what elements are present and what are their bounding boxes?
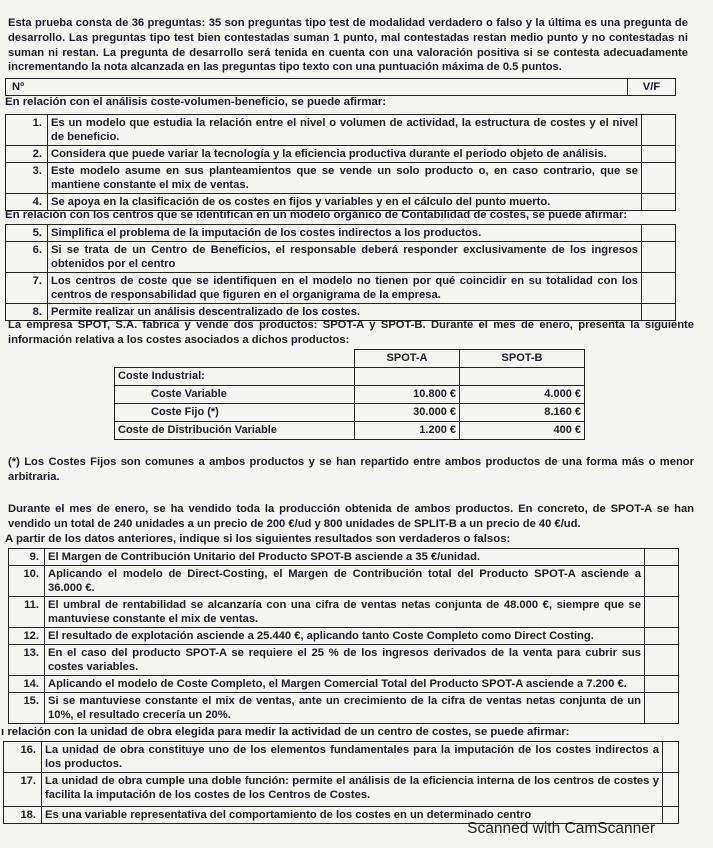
answer-cell[interactable] [642, 163, 676, 194]
question-number: 12. [9, 628, 45, 645]
question-number: 17. [4, 773, 42, 807]
answer-cell[interactable] [663, 742, 679, 773]
question-row [6, 273, 676, 304]
col-spot-a: SPOT-A [355, 350, 460, 368]
answer-cell[interactable] [642, 146, 676, 163]
answer-table-header [5, 78, 676, 96]
answer-cell[interactable] [645, 597, 679, 628]
question-row [9, 628, 679, 645]
question-number: 18. [4, 807, 42, 824]
question-number: 2. [6, 146, 48, 163]
header-number: Nº [6, 79, 628, 96]
question-text: Es una variable representativa del comportamiento de los costes en un determinado centro [42, 807, 663, 824]
fixed-costs-note: (*) Los Costes Fijos son comunes a ambos productos y se han repartido entre ambos productos de una forma más o menor arbitraria. [8, 456, 694, 484]
cell-dist-b: 400 € [460, 422, 585, 440]
question-text: En el caso del producto SPOT-A se requiere el 25 % de los ingresos derivados de la venta para cubrir sus costes variables. [45, 645, 645, 676]
question-number: 13. [9, 645, 45, 676]
question-row [6, 146, 676, 163]
cell-empty [460, 368, 585, 386]
question-text: El resultado de explotación asciende a 25.440 €, aplicando tanto Coste Completo como Direct Costing. [45, 628, 645, 645]
answer-cell[interactable] [642, 115, 676, 146]
question-number: 4. [6, 194, 48, 211]
answer-cell[interactable] [663, 807, 679, 824]
section2-title: En relación con los centros que se identifican en un modelo orgánico de Contabilidad de costes, se puede afirmar: [5, 209, 628, 221]
question-row [6, 242, 676, 273]
header-vf: V/F [628, 79, 676, 96]
question-text: Aplicando el modelo de Coste Completo, el Margen Comercial Total del Producto SPOT-A asciende a 7.200 €. [45, 676, 645, 693]
question-text: Simplifica el problema de la imputación de los costes indirectos a los productos. [48, 225, 642, 242]
answer-cell[interactable] [663, 773, 679, 807]
answer-cell[interactable] [645, 645, 679, 676]
section4-questions [3, 741, 679, 824]
question-text: La unidad de obra constituye uno de los elementos fundamentales para la imputación de los costes indirectos a los productos. [42, 742, 663, 773]
question-row [9, 597, 679, 628]
question-text: El umbral de rentabilidad se alcanzaría con una cifra de ventas netas conjunta de 48.000 €, siempre que se mantuviese constante el mix de ventas. [45, 597, 645, 628]
question-number: 14. [9, 676, 45, 693]
question-number: 5. [6, 225, 48, 242]
cell-fijo-b: 8.160 € [460, 404, 585, 422]
question-text: Considera que puede variar la tecnología y la eficiencia productiva durante el periodo objeto de análisis. [48, 146, 642, 163]
question-row [4, 742, 679, 773]
question-number: 1. [6, 115, 48, 146]
question-text: Los centros de coste que se identifiquen en el modelo no tienen por qué coincidir en su totalidad con los centros de responsabilidad que figuren en el organigrama de la empresa. [48, 273, 642, 304]
answer-cell[interactable] [645, 676, 679, 693]
row-coste-industrial: Coste Industrial: [115, 368, 355, 386]
section3-questions [8, 548, 679, 724]
question-number: 3. [6, 163, 48, 194]
question-row [9, 693, 679, 724]
question-text: Este modelo asume en sus planteamientos que se vende un solo producto o, en caso contrario, que se mantiene constante el mix de ventas. [48, 163, 642, 194]
answer-cell[interactable] [642, 225, 676, 242]
section1-title: En relación con el análisis coste-volumen-beneficio, se puede afirmar: [5, 96, 387, 108]
scanner-watermark: Scanned with CamScanner [467, 820, 655, 837]
section4-title: ı relación con la unidad de obra elegida para medir la actividad de un centro de costes, se puede afirmar: [1, 726, 570, 738]
section3-title: A partir de los datos anteriores, indique si los siguientes resultados son verdaderos o falsos: [5, 533, 511, 545]
question-number: 15. [9, 693, 45, 724]
question-row [4, 773, 679, 807]
question-number: 8. [6, 304, 48, 321]
question-text: El Margen de Contribución Unitario del Producto SPOT-B asciende a 35 €/unidad. [45, 549, 645, 566]
cell-var-a: 10.800 € [355, 386, 460, 404]
question-text: Permite realizar un análisis descentralizado de los costes. [48, 304, 642, 321]
question-text: Si se trata de un Centro de Beneficios, el responsable deberá responder exclusivamente de los ingresos obtenidos por el centro [48, 242, 642, 273]
cell-empty [355, 368, 460, 386]
question-text: Si se mantuviese constante el mix de ventas, ante un crecimiento de la cifra de ventas netas conjunta de un 10%, el resultado crecería un 20%. [45, 693, 645, 724]
question-number: 6. [6, 242, 48, 273]
answer-cell[interactable] [642, 242, 676, 273]
cell-var-b: 4.000 € [460, 386, 585, 404]
question-text: Aplicando el modelo de Direct-Costing, el Margen de Contribución total del Producto SPOT-A asciende a 36.000 €. [45, 566, 645, 597]
case-intro: La empresa SPOT, S.A. fabrica y vende dos productos: SPOT-A y SPOT-B. Durante el mes de enero, presenta la siguiente información relativa a los costes asociados a dichos productos: [8, 319, 694, 347]
answer-cell[interactable] [642, 273, 676, 304]
question-text: Se apoya en la clasificación de os costes en fijos y variables y en el cálculo del punto muerto. [48, 194, 642, 211]
question-number: 7. [6, 273, 48, 304]
cell-dist-a: 1.200 € [355, 422, 460, 440]
cell-fijo-a: 30.000 € [355, 404, 460, 422]
question-number: 16. [4, 742, 42, 773]
question-row [6, 225, 676, 242]
row-coste-distribucion: Coste de Distribución Variable [115, 422, 355, 440]
row-coste-variable: Coste Variable [115, 386, 355, 404]
sales-paragraph: Durante el mes de enero, se ha vendido toda la producción obtenida de ambos productos. En concreto, de SPOT-A se han vendido un total de 240 unidades a un precio de 200 €/ud y 800 unidades de SPLIT-B a un precio de 40 €/ud. [8, 503, 694, 531]
section2-questions [5, 224, 676, 321]
cost-table [114, 349, 585, 440]
question-number: 9. [9, 549, 45, 566]
answer-cell[interactable] [645, 549, 679, 566]
cost-table-corner [115, 350, 355, 368]
answer-cell[interactable] [645, 628, 679, 645]
question-text: La unidad de obra cumple una doble función: permite el análisis de la eficiencia interna de los centros de costes y facilita la imputación de los costes de los Centros de Costes. [42, 773, 663, 807]
answer-cell[interactable] [645, 566, 679, 597]
question-row [6, 115, 676, 146]
answer-cell[interactable] [645, 693, 679, 724]
section1-questions [5, 114, 676, 211]
question-row [9, 549, 679, 566]
row-coste-fijo: Coste Fijo (*) [115, 404, 355, 422]
question-number: 10. [9, 566, 45, 597]
question-number: 11. [9, 597, 45, 628]
question-row [9, 676, 679, 693]
question-row [9, 566, 679, 597]
col-spot-b: SPOT-B [460, 350, 585, 368]
question-text: Es un modelo que estudia la relación entre el nivel o volumen de actividad, la estructura de costes y el nivel de beneficio. [48, 115, 642, 146]
question-row [6, 163, 676, 194]
exam-instructions: Esta prueba consta de 36 preguntas: 35 son preguntas tipo test de modalidad verdadero o falso y la última es una pregunta de desarrollo. Las preguntas tipo test bien contestadas suman 1 punto, mal contestadas restan medio punto y no contestadas ni suman ni restan. La pregunta de desarrollo será tenida en cuenta con una valoración positiva si se contesta adecuadamente incrementando la nota alcanzada en las preguntas tipo texto con una puntuación máxima de 0.5 puntos. [8, 17, 688, 74]
question-row [9, 645, 679, 676]
